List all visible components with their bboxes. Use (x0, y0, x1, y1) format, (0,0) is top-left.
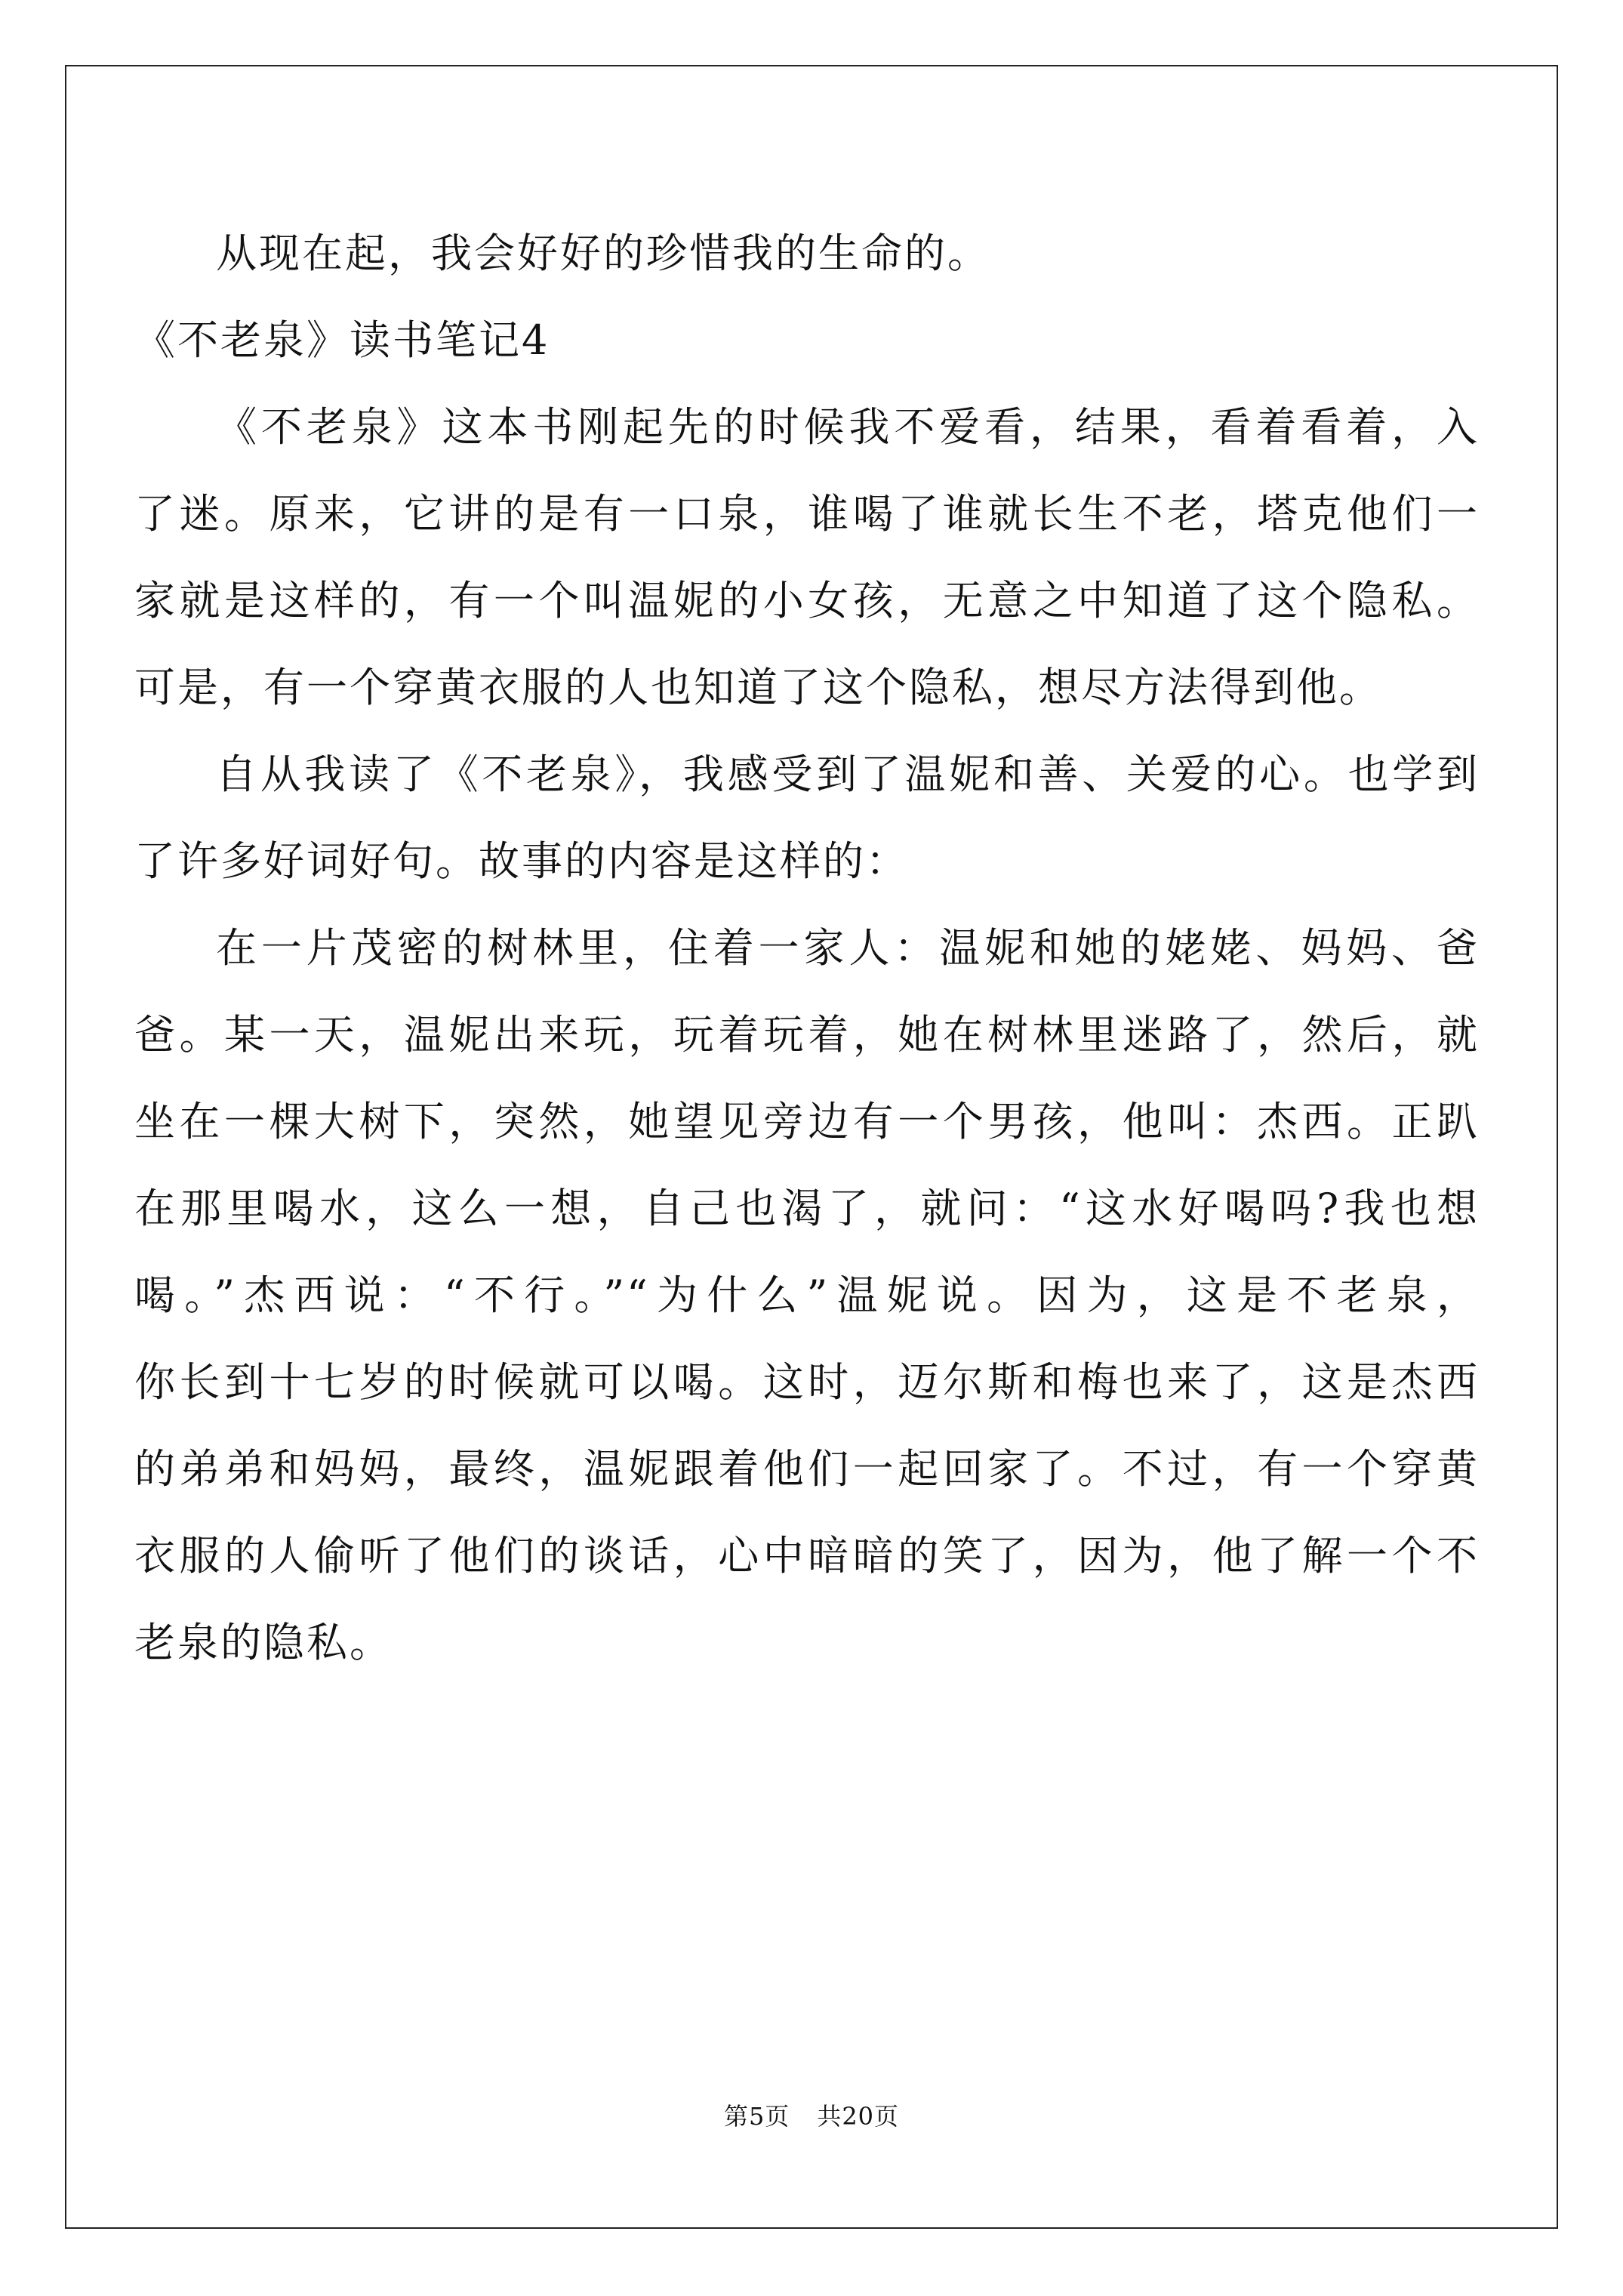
paragraph-line: 你长到十七岁的时候就可以喝。这时，迈尔斯和梅也来了，这是杰西 (134, 1358, 1480, 1406)
page-footer (0, 2097, 1623, 2132)
paragraph-line: 在那里喝水，这么一想，自己也渴了，就问：“这水好喝吗?我也想 (134, 1185, 1480, 1232)
paragraph-line: 了迷。原来，它讲的是有一口泉，谁喝了谁就长生不老，塔克他们一 (134, 490, 1480, 538)
section-heading: 《不老泉》读书笔记4 (134, 316, 550, 364)
paragraph-line: 家就是这样的，有一个叫温妮的小女孩，无意之中知道了这个隐私。 (134, 577, 1480, 624)
paragraph-line: 衣服的人偷听了他们的谈话，心中暗暗的笑了，因为，他了解一个不 (134, 1532, 1480, 1579)
paragraph-line: 了许多好词好句。故事的内容是这样的： (134, 837, 909, 885)
page-total: 共20页 (817, 2102, 900, 2131)
page-number: 第5页 (723, 2102, 790, 2131)
paragraph-line: 的弟弟和妈妈，最终，温妮跟着他们一起回家了。不过，有一个穿黄 (134, 1445, 1480, 1493)
paragraph-line: 在一片茂密的树林里，住着一家人：温妮和她的姥姥、妈妈、爸 (216, 924, 1480, 972)
paragraph-line: 《不老泉》这本书刚起先的时候我不爱看，结果，看着看着，入 (216, 403, 1480, 451)
paragraph-line: 喝。”杰西说：“不行。”“为什么”温妮说。因为，这是不老泉， (134, 1271, 1480, 1319)
paragraph-line: 坐在一棵大树下，突然，她望见旁边有一个男孩，他叫：杰西。正趴 (134, 1098, 1480, 1145)
paragraph-line: 从现在起，我会好好的珍惜我的生命的。 (216, 230, 990, 277)
document-body (134, 210, 1480, 1686)
paragraph-line: 爸。某一天，温妮出来玩，玩着玩着，她在树林里迷路了，然后，就 (134, 1011, 1480, 1059)
paragraph-line: 自从我读了《不老泉》，我感受到了温妮和善、关爱的心。也学到 (216, 750, 1480, 798)
paragraph-line: 老泉的隐私。 (134, 1619, 393, 1666)
paragraph-line: 可是，有一个穿黄衣服的人也知道了这个隐私，想尽方法得到他。 (134, 664, 1382, 711)
